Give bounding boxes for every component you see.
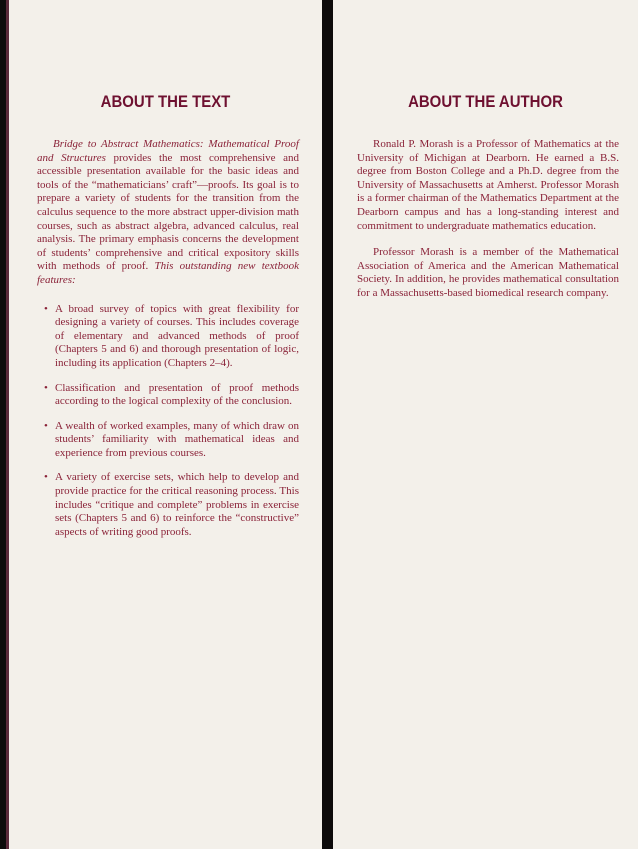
about-text-heading: ABOUT THE TEXT — [100, 92, 231, 111]
feature-item: • A broad survey of topics with great flexibility for designing a variety of courses. This includes coverage of elementary and advanced methods of proof (Chapters 5 and 6) and thorough presentation of logic, including its application (Chapters 2–4). — [44, 302, 299, 369]
left-flap-panel — [6, 0, 322, 849]
feature-item: • A wealth of worked examples, many of which draw on students’ familiarity with mathematical ideas and experience from previous courses. — [44, 419, 299, 459]
about-author-body — [357, 138, 619, 314]
features-list — [37, 303, 299, 540]
feature-item: • Classification and presentation of proof methods according to the logical complexity of the conclusion. — [44, 381, 299, 408]
about-author-heading: ABOUT THE AUTHOR — [408, 92, 563, 111]
book-title: Bridge to Abstract Mathematics: Mathematical Proof and Structures — [37, 138, 299, 164]
author-paragraph: Professor Morash is a member of the Mathematical Association of America and the American Mathematical Society. In addition, he provides mathematical consultation for a Massachusetts-based biomedical research company. — [357, 246, 619, 299]
bullet-icon: • — [44, 302, 48, 315]
about-text-body — [37, 138, 299, 550]
right-flap-panel — [333, 0, 638, 849]
bullet-icon: • — [44, 471, 48, 484]
author-paragraph: Ronald P. Morash is a Professor of Mathematics at the University of Michigan at Dearborn. He earned a B.S. degree from Boston College and a Ph.D. degree from the University of Massachusetts at Amherst. Professor Morash is a former chairman of the Mathematics Department at the Dearborn campus and has a long-standing interest and commitment to undergraduate mathematics education. — [357, 138, 619, 232]
features-lead: This outstanding new textbook features: — [37, 260, 299, 286]
intro-text: provides the most comprehensive and accessible presentation available for the basic ideas and tools of the “mathematicians’ craft”—proofs. Its goal is to prepare a variety of students for the transition from the calculus sequence to the more abstract upper-division math courses, such as abstract algebra, advanced calculus, real analysis. The primary emphasis concerns the development of students’ comprehensive and critical expository skills with methods of proof. — [37, 151, 300, 273]
bullet-icon: • — [44, 419, 48, 432]
bullet-icon: • — [44, 381, 48, 394]
feature-item: • A variety of exercise sets, which help to develop and provide practice for the critical reasoning process. This includes “critique and complete” problems in exercise sets (Chapters 5 and 6) to reinforce the “constructive” aspects of writing good proofs. — [44, 471, 299, 538]
